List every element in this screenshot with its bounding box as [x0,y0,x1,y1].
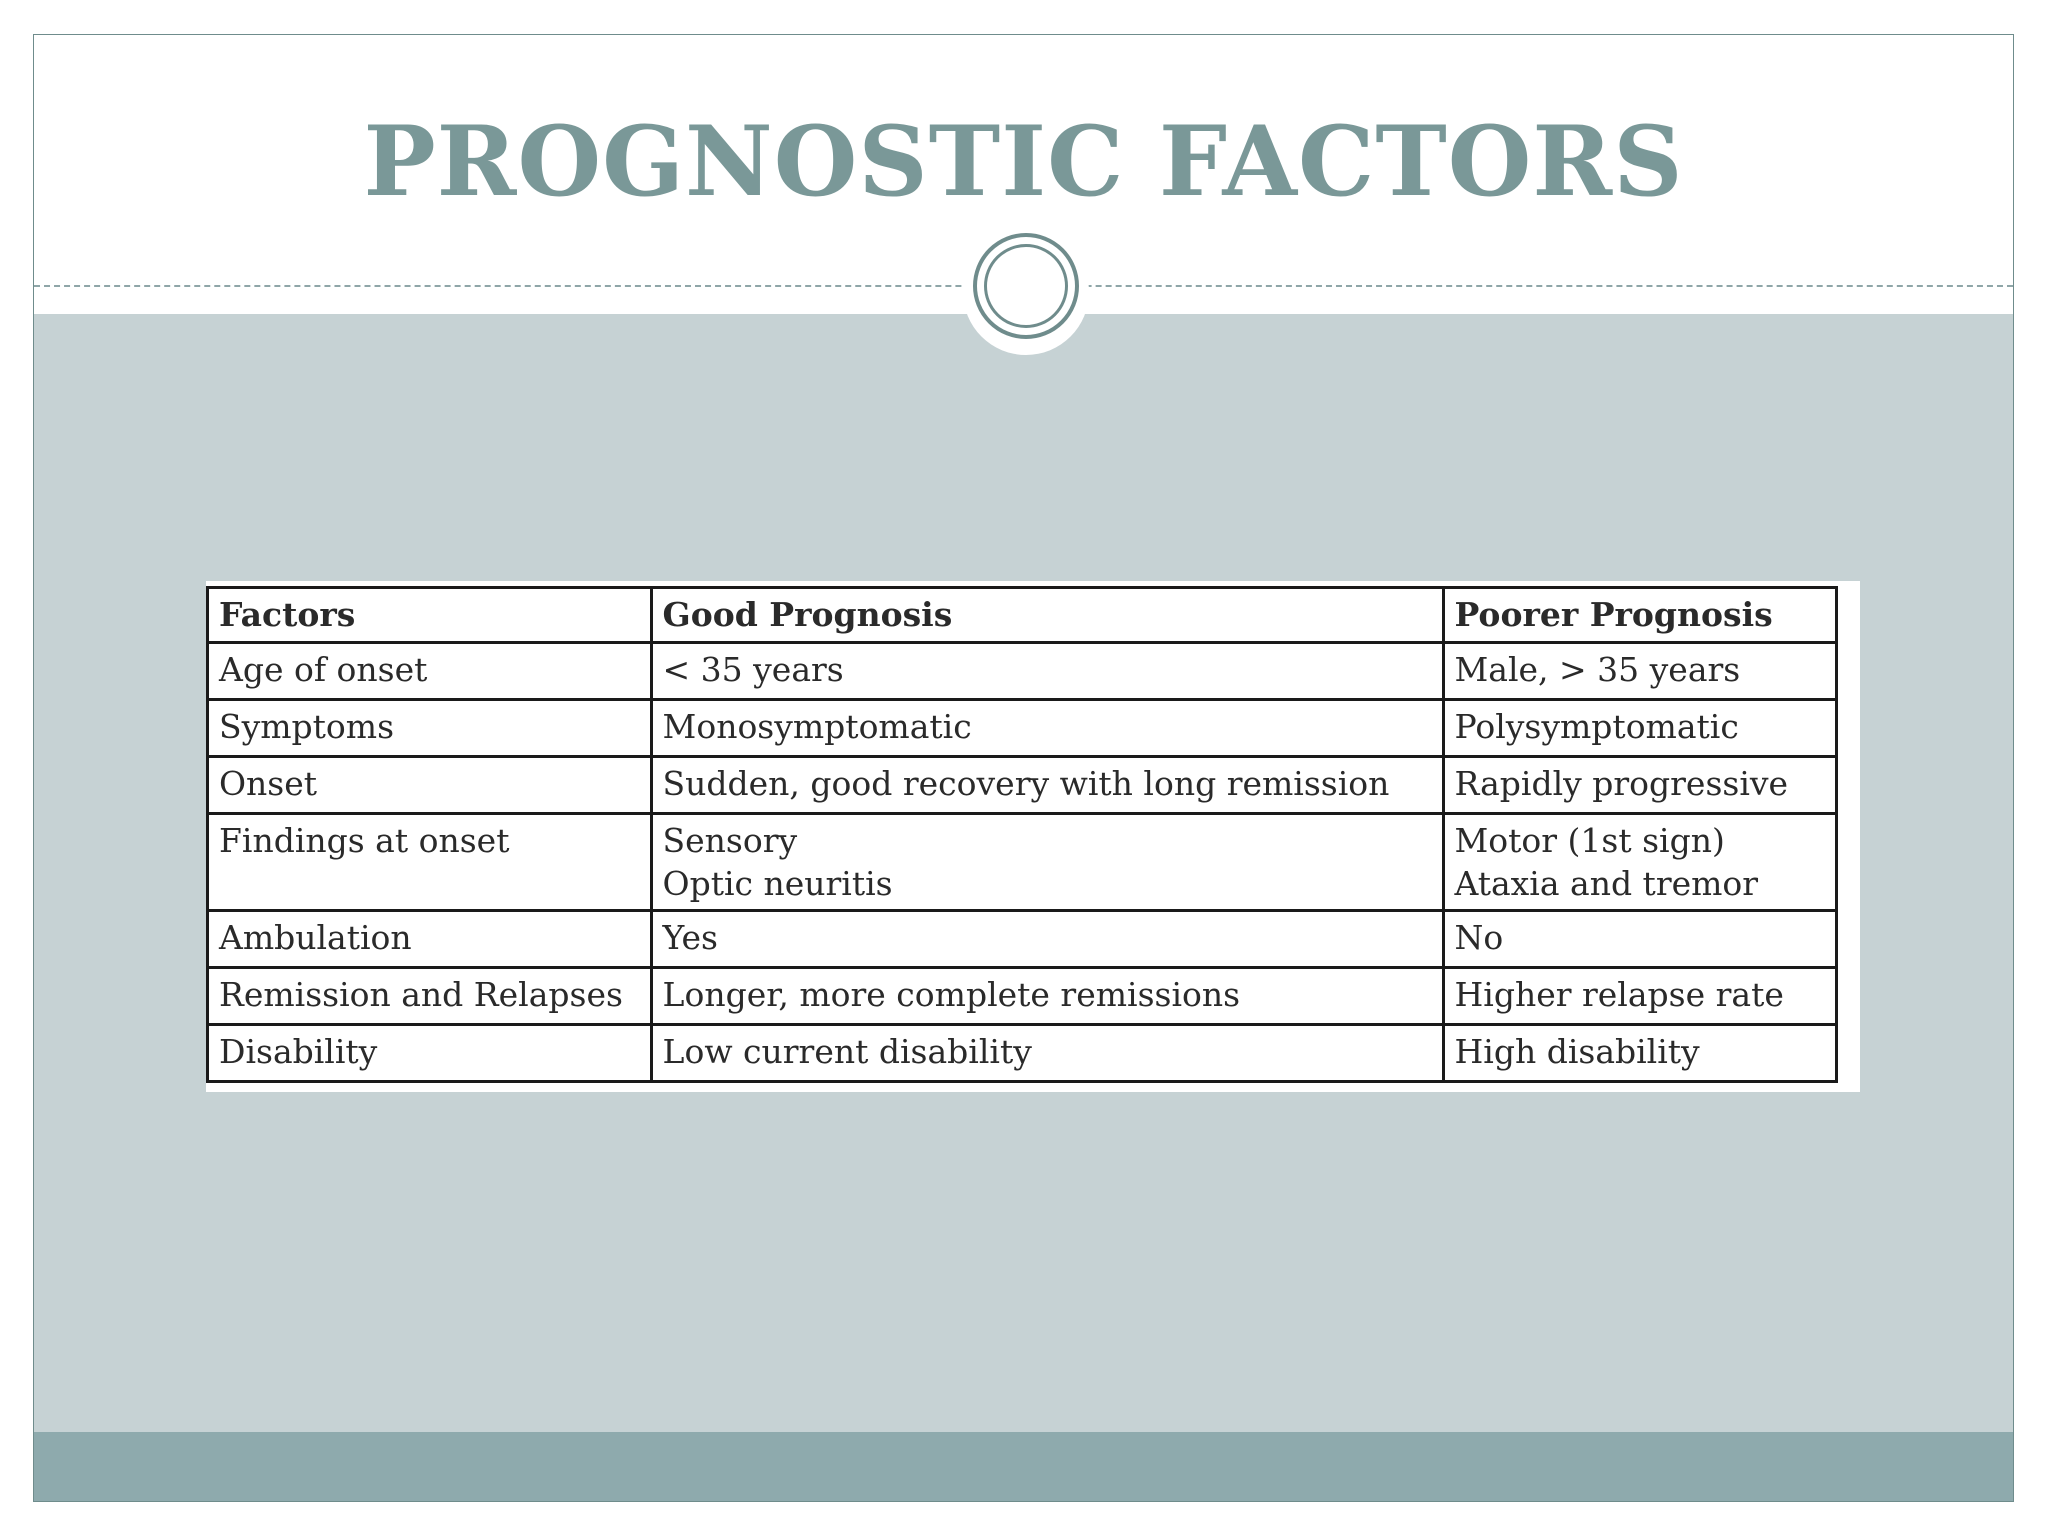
good-prognosis-cell-line: < 35 years [662,650,844,689]
good-prognosis-cell [651,1025,1443,1082]
table-header-row [208,588,1837,643]
poorer-prognosis-cell-line: Ataxia and tremor [1454,864,1759,903]
table-row [208,968,1837,1025]
poorer-prognosis-cell-line: Motor (1st sign) [1454,821,1725,860]
footer-bar [34,1432,2013,1502]
poorer-prognosis-cell [1443,911,1837,968]
table-image [206,581,1860,1092]
poorer-prognosis-cell [1443,968,1837,1025]
circle-ornament-icon [973,233,1079,339]
good-prognosis-cell-line: Longer, more complete remissions [662,975,1241,1014]
header-factors: Factors [208,588,652,643]
good-prognosis-cell [651,757,1443,814]
poorer-prognosis-cell [1443,1025,1837,1082]
poorer-prognosis-cell [1443,757,1837,814]
good-prognosis-cell [651,968,1443,1025]
table-row [208,643,1837,700]
factor-cell: Findings at onset [208,814,652,911]
header-poorer-prognosis: Poorer Prognosis [1443,588,1837,643]
good-prognosis-cell-line: Low current disability [662,1032,1032,1071]
slide [33,34,2014,1502]
factor-cell: Age of onset [208,643,652,700]
factor-cell: Ambulation [208,911,652,968]
table-row [208,757,1837,814]
table-row [208,1025,1837,1082]
header-good-prognosis: Good Prognosis [651,588,1443,643]
good-prognosis-cell-line: Sensory [662,821,798,860]
poorer-prognosis-cell-line: Polysymptomatic [1454,707,1739,746]
good-prognosis-cell-line: Sudden, good recovery with long remission [662,764,1390,803]
good-prognosis-cell-line: Yes [662,918,718,957]
circle-ornament-inner-ring [984,244,1068,328]
poorer-prognosis-cell [1443,814,1837,911]
factor-cell: Symptoms [208,700,652,757]
poorer-prognosis-cell-line: High disability [1454,1032,1700,1071]
table-body [208,643,1837,1082]
good-prognosis-cell [651,700,1443,757]
slide-title: PROGNOSTIC FACTORS [363,105,1684,218]
factor-cell: Onset [208,757,652,814]
poorer-prognosis-cell [1443,643,1837,700]
good-prognosis-cell [651,643,1443,700]
good-prognosis-cell-line: Optic neuritis [662,864,893,903]
factor-cell: Remission and Relapses [208,968,652,1025]
good-prognosis-cell-line: Monosymptomatic [662,707,972,746]
poorer-prognosis-cell [1443,700,1837,757]
table-row [208,700,1837,757]
factor-cell: Disability [208,1025,652,1082]
good-prognosis-cell [651,814,1443,911]
poorer-prognosis-cell-line: Rapidly progressive [1454,764,1789,803]
poorer-prognosis-cell-line: No [1454,918,1504,957]
poorer-prognosis-cell-line: Male, > 35 years [1454,650,1741,689]
poorer-prognosis-cell-line: Higher relapse rate [1454,975,1784,1014]
good-prognosis-cell [651,911,1443,968]
table-row [208,911,1837,968]
prognosis-table [206,586,1838,1083]
table-row [208,814,1837,911]
